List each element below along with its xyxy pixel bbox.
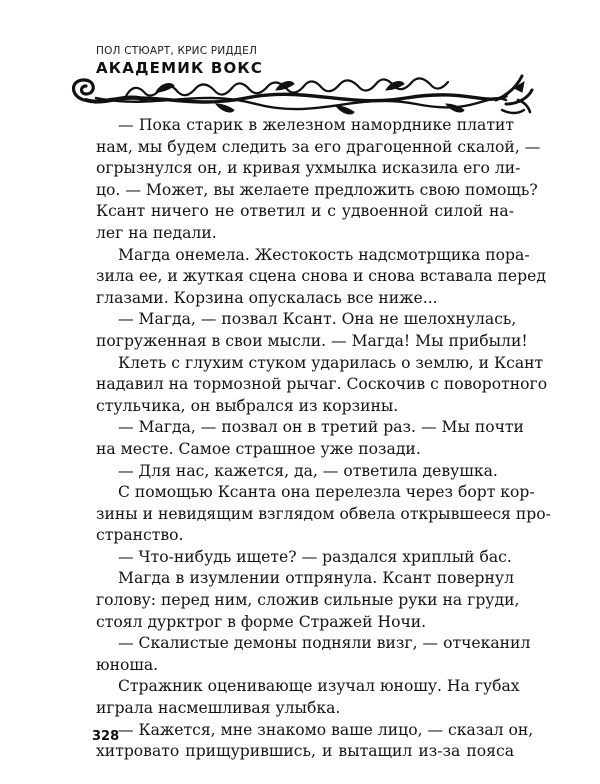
text-line: лег на педали.	[96, 223, 217, 242]
text-line: — Кажется, мне знакомо ваше лицо, — сказал он,	[118, 720, 534, 739]
text-line: глазами. Корзина опускалась все ниже...	[96, 288, 438, 307]
text-line: стоял дурктрог в форме Стражей Ночи.	[96, 612, 427, 631]
text-line: цо. — Может, вы желаете предложить свою помощь?	[96, 180, 538, 199]
running-header-title: АКАДЕМИК ВОКС	[96, 59, 264, 77]
text-line: странство.	[96, 526, 184, 545]
text-line: Ксант ничего не ответил и с удвоенной силой на-	[96, 202, 514, 221]
text-line: зины и невидящим взглядом обвела открывшееся про-	[96, 504, 551, 523]
text-line: надавил на тормозной рычаг. Соскочив с поворотного	[96, 375, 548, 394]
text-line: юноша.	[96, 655, 159, 674]
page-number: 328	[92, 729, 120, 744]
text-line: играла насмешливая улыбка.	[96, 699, 341, 718]
text-line: погруженная в свои мысли. — Магда! Мы прибыли!	[96, 331, 528, 350]
text-line: зила ее, и жуткая сцена снова и снова вставала перед	[96, 267, 546, 286]
text-line: Клеть с глухим стуком ударилась о землю, и Ксант	[118, 353, 544, 372]
text-line: огрызнулся он, и кривая ухмылка исказила его ли-	[96, 159, 521, 178]
text-line: голову: перед ним, сложив сильные руки на груди,	[96, 591, 520, 610]
text-line: на месте. Самое страшное уже позади.	[96, 439, 421, 458]
decorative-vine-ornament	[66, 70, 536, 120]
text-line: стульчика, он выбрался из корзины.	[96, 396, 399, 415]
text-line: Магда онемела. Жестокость надсмотрщика пора-	[118, 245, 530, 264]
text-line: Стражник оценивающе изучал юношу. На губах	[118, 677, 520, 696]
text-line: — Для нас, кажется, да, — ответила девушка.	[118, 461, 498, 480]
text-line: хитровато прищурившись, и вытащил из-за пояса	[96, 742, 514, 761]
text-line: — Скалистые демоны подняли визг, — отчеканил	[118, 634, 531, 653]
text-line: — Что-нибудь ищете? — раздался хриплый бас.	[118, 547, 512, 566]
text-line: — Магда, — позвал Ксант. Она не шелохнулась,	[118, 310, 517, 329]
text-line: нам, мы будем следить за его драгоценной скалой, —	[96, 137, 541, 156]
text-line: — Магда, — позвал он в третий раз. — Мы почти	[118, 418, 524, 437]
running-header-author: ПОЛ СТЮАРТ, КРИС РИДДЕЛ	[96, 45, 258, 57]
body-text	[96, 115, 551, 763]
text-line: С помощью Ксанта она перелезла через борт кор-	[118, 483, 535, 502]
text-line: — Пока старик в железном наморднике платит	[118, 116, 514, 134]
text-line: Магда в изумлении отпрянула. Ксант повернул	[118, 569, 514, 588]
